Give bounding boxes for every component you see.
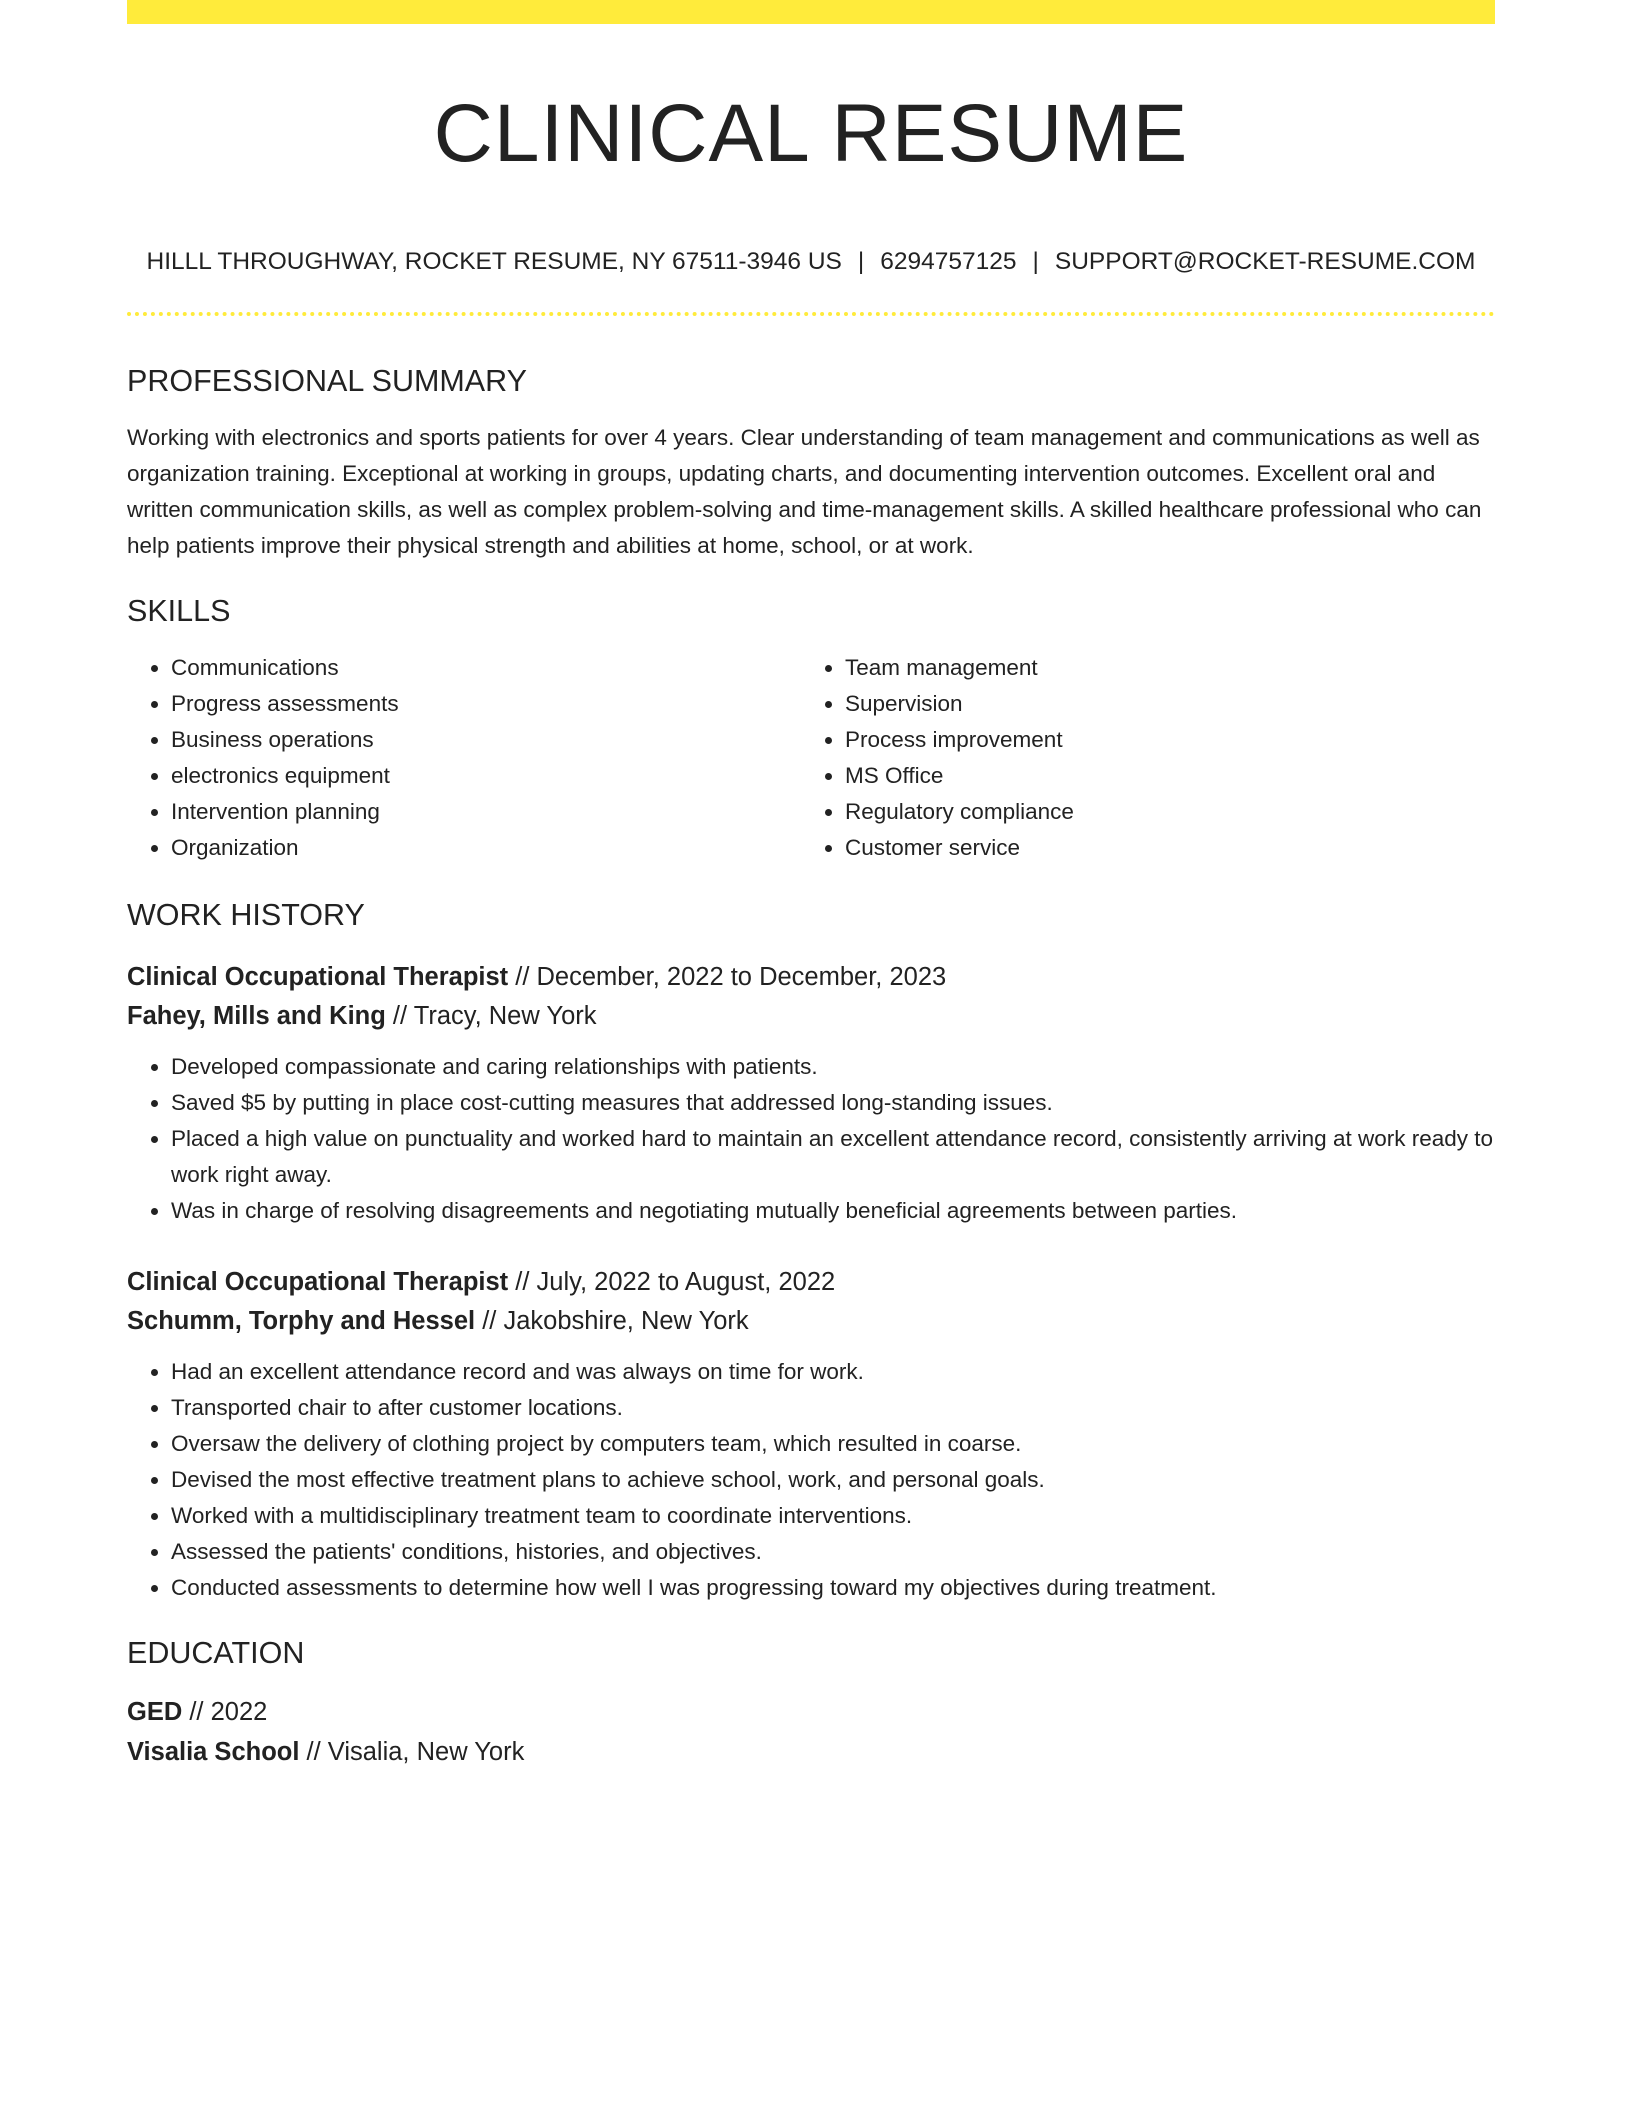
- education-school-line: [127, 1732, 1495, 1772]
- job-bullet: • Conducted assessments to determine how well I was progressing toward my objectives during treatment.: [171, 1570, 1495, 1606]
- job-bullet: • Oversaw the delivery of clothing project by computers team, which resulted in coarse.: [171, 1426, 1495, 1462]
- skill-item: • electronics equipment: [171, 758, 801, 794]
- education-degree: GED: [127, 1698, 183, 1726]
- skill-item: • Communications: [171, 650, 801, 686]
- education-heading: EDUCATION: [127, 1636, 305, 1670]
- job-role: Clinical Occupational Therapist: [127, 1268, 509, 1296]
- job-company: Schumm, Torphy and Hessel: [127, 1307, 476, 1335]
- skill-item: • Team management: [845, 650, 1475, 686]
- job-dates: // December, 2022 to December, 2023: [508, 963, 947, 991]
- skill-item: • Process improvement: [845, 722, 1475, 758]
- education-location: // Visalia, New York: [299, 1738, 525, 1766]
- job-bullet: • Transported chair to after customer locations.: [171, 1390, 1495, 1426]
- skills-list: [127, 650, 1495, 866]
- job-bullet: • Devised the most effective treatment plans to achieve school, work, and personal goals.: [171, 1462, 1495, 1498]
- job-bullet: • Assessed the patients' conditions, histories, and objectives.: [171, 1534, 1495, 1570]
- job-location: // Tracy, New York: [385, 1002, 597, 1030]
- skill-item: • Customer service: [845, 830, 1475, 866]
- job-bullet: • Placed a high value on punctuality and worked hard to maintain an excellent attendance record, consistently arriving at work ready to work right away.: [171, 1121, 1495, 1193]
- skills-heading: SKILLS: [127, 594, 231, 628]
- job-bullet: • Was in charge of resolving disagreements and negotiating mutually beneficial agreements between parties.: [171, 1193, 1495, 1229]
- job-company-line: [127, 997, 1495, 1036]
- education-year: // 2022: [182, 1698, 268, 1726]
- job-bullets: [127, 1354, 1495, 1606]
- contact-separator: |: [1032, 248, 1039, 275]
- summary-text: Working with electronics and sports patients for over 4 years. Clear understanding of team management and communications as well as organization training. Exceptional at working in groups, updating charts, and documenting intervention outcomes. Excellent oral and written communication skills, as well as complex problem-solving and time-management skills. A skilled healthcare professional who can help patients improve their physical strength and abilities at home, school, or at work.: [127, 425, 1482, 558]
- skill-item: • Organization: [171, 830, 801, 866]
- contact-line: [127, 246, 1495, 278]
- skill-item: • Business operations: [171, 722, 801, 758]
- dotted-divider: [127, 312, 1495, 316]
- job-role-line: [127, 1263, 1495, 1302]
- skill-item: • Supervision: [845, 686, 1475, 722]
- contact-phone: 6294757125: [880, 248, 1017, 275]
- skill-item: • Progress assessments: [171, 686, 801, 722]
- job-role-line: [127, 958, 1495, 997]
- job-role: Clinical Occupational Therapist: [127, 963, 509, 991]
- job-bullets: [127, 1049, 1495, 1229]
- job-entry: [127, 958, 1495, 1229]
- skill-item: • Intervention planning: [171, 794, 801, 830]
- job-dates: // July, 2022 to August, 2022: [508, 1268, 836, 1296]
- top-accent-bar: [127, 0, 1495, 24]
- skills-column-left: [127, 650, 801, 866]
- education-school: Visalia School: [127, 1738, 300, 1766]
- work-history-heading: WORK HISTORY: [127, 898, 365, 932]
- resume-title: CLINICAL RESUME: [433, 88, 1189, 179]
- summary-heading: PROFESSIONAL SUMMARY: [127, 364, 527, 398]
- contact-separator: |: [857, 248, 865, 275]
- job-bullet: • Developed compassionate and caring relationships with patients.: [171, 1049, 1495, 1085]
- skills-column-right: [801, 650, 1475, 866]
- job-bullet: • Worked with a multidisciplinary treatment team to coordinate interventions.: [171, 1498, 1495, 1534]
- job-location: // Jakobshire, New York: [475, 1307, 749, 1335]
- skill-item: • MS Office: [845, 758, 1475, 794]
- education-entry: [127, 1692, 1495, 1772]
- job-company: Fahey, Mills and King: [127, 1002, 386, 1030]
- skill-item: • Regulatory compliance: [845, 794, 1475, 830]
- resume-page: [127, 0, 1495, 1772]
- education-degree-line: [127, 1692, 1495, 1732]
- job-bullet: • Saved $5 by putting in place cost-cutting measures that addressed long-standing issues.: [171, 1085, 1495, 1121]
- job-bullet: • Had an excellent attendance record and was always on time for work.: [171, 1354, 1495, 1390]
- contact-address: HILLL THROUGHWAY, ROCKET RESUME, NY 67511-3946 US: [146, 248, 842, 275]
- contact-email: SUPPORT@ROCKET-RESUME.COM: [1054, 248, 1476, 275]
- job-entry: [127, 1263, 1495, 1606]
- job-company-line: [127, 1302, 1495, 1341]
